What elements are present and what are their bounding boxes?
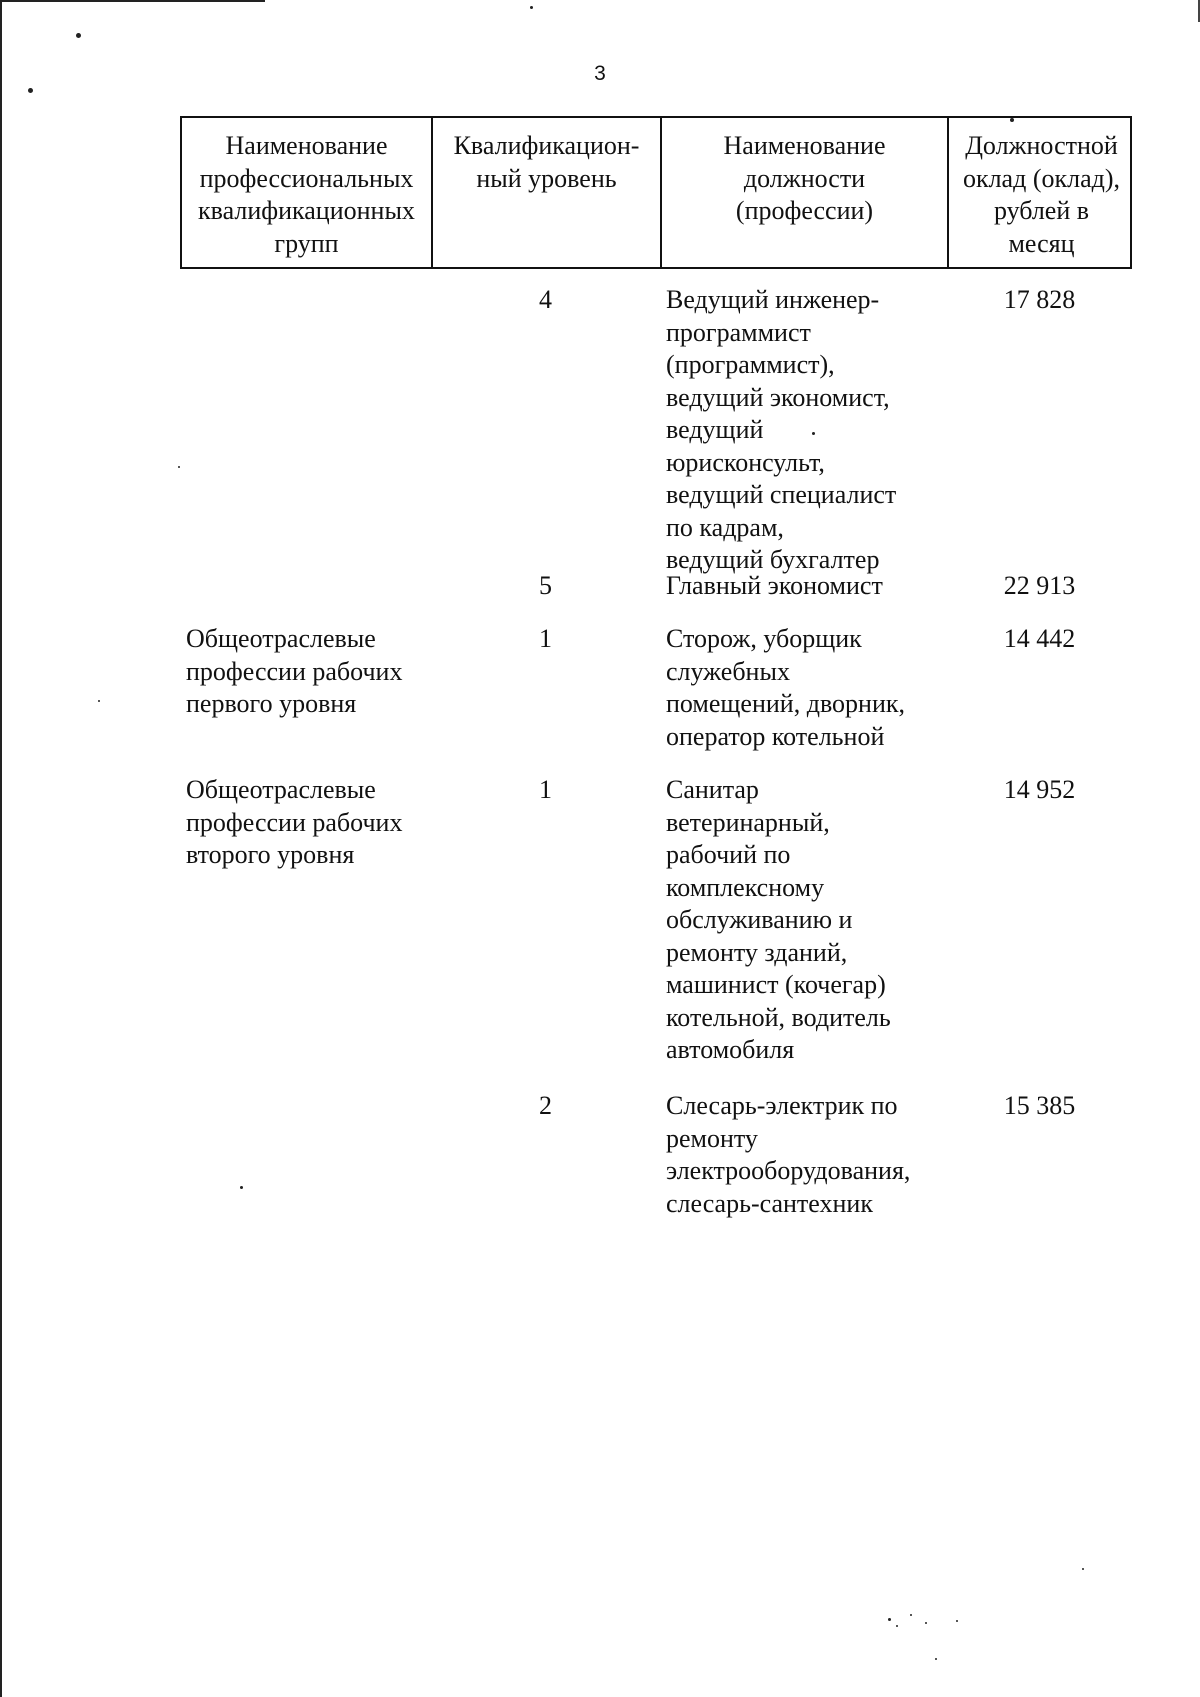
scan-speck (888, 1618, 891, 1621)
table-row (180, 570, 1132, 623)
scan-speck (530, 6, 533, 9)
scan-speck (935, 1658, 937, 1660)
table-row (180, 1090, 1132, 1230)
cell-group (180, 284, 431, 577)
scan-speck (76, 33, 81, 38)
cell-position: Слесарь-электрик по ремонту электрооборудования, слесарь-сантехник (666, 1091, 911, 1218)
cell-salary: 14 442 (1003, 624, 1076, 653)
cell-group: Общеотраслевые профессии рабочих первого уровня (186, 624, 403, 718)
cell-level: 2 (539, 1091, 552, 1120)
scan-speck (896, 1625, 898, 1627)
cell-group: Общеотраслевые профессии рабочих второго уровня (186, 775, 403, 869)
table-row (180, 269, 1132, 574)
cell-group (180, 1090, 431, 1230)
cell-salary: 17 828 (1003, 285, 1076, 314)
cell-group (180, 570, 431, 623)
header-position-name: Наименование должности (профессии) (662, 118, 949, 267)
cell-level: 1 (539, 775, 552, 804)
scan-speck (910, 1614, 912, 1616)
page-number: 3 (594, 62, 606, 85)
scan-edge-left (0, 0, 2, 1697)
cell-position: Ведущий инженер- программист (программист), ведущий экономист, ведущий юрисконсульт, ведущий специалист по кадрам, ведущий бухгалтер (666, 285, 897, 574)
table-row (180, 774, 1132, 1090)
header-group-name: Наименование профессиональных квалификационных групп (182, 118, 433, 267)
scan-speck (98, 700, 100, 702)
scan-speck (956, 1620, 958, 1622)
cell-position: Санитар ветеринарный, рабочий по комплексному обслуживанию и ремонту зданий, машинист (кочегар) котельной, водитель автомобиля (666, 775, 891, 1064)
cell-salary: 15 385 (1003, 1091, 1076, 1120)
cell-level: 4 (539, 285, 552, 314)
cell-level: 5 (539, 571, 552, 600)
scan-edge-top (0, 0, 265, 2)
salary-table (180, 116, 1132, 1230)
cell-salary: 22 913 (1003, 571, 1076, 600)
header-qualification-level: Квалификацион- ный уровень (433, 118, 662, 267)
header-salary: Должностной оклад (оклад), рублей в месяц (962, 131, 1121, 258)
scan-speck (28, 88, 33, 93)
cell-position: Сторож, уборщик служебных помещений, дворник, оператор котельной (666, 624, 906, 751)
cell-position: Главный экономист (666, 571, 883, 600)
cell-level: 1 (539, 624, 552, 653)
scan-speck (1082, 1568, 1084, 1570)
cell-salary: 14 952 (1003, 775, 1076, 804)
table-row (180, 623, 1132, 774)
scan-speck (925, 1622, 927, 1624)
table-header-row (180, 116, 1132, 269)
